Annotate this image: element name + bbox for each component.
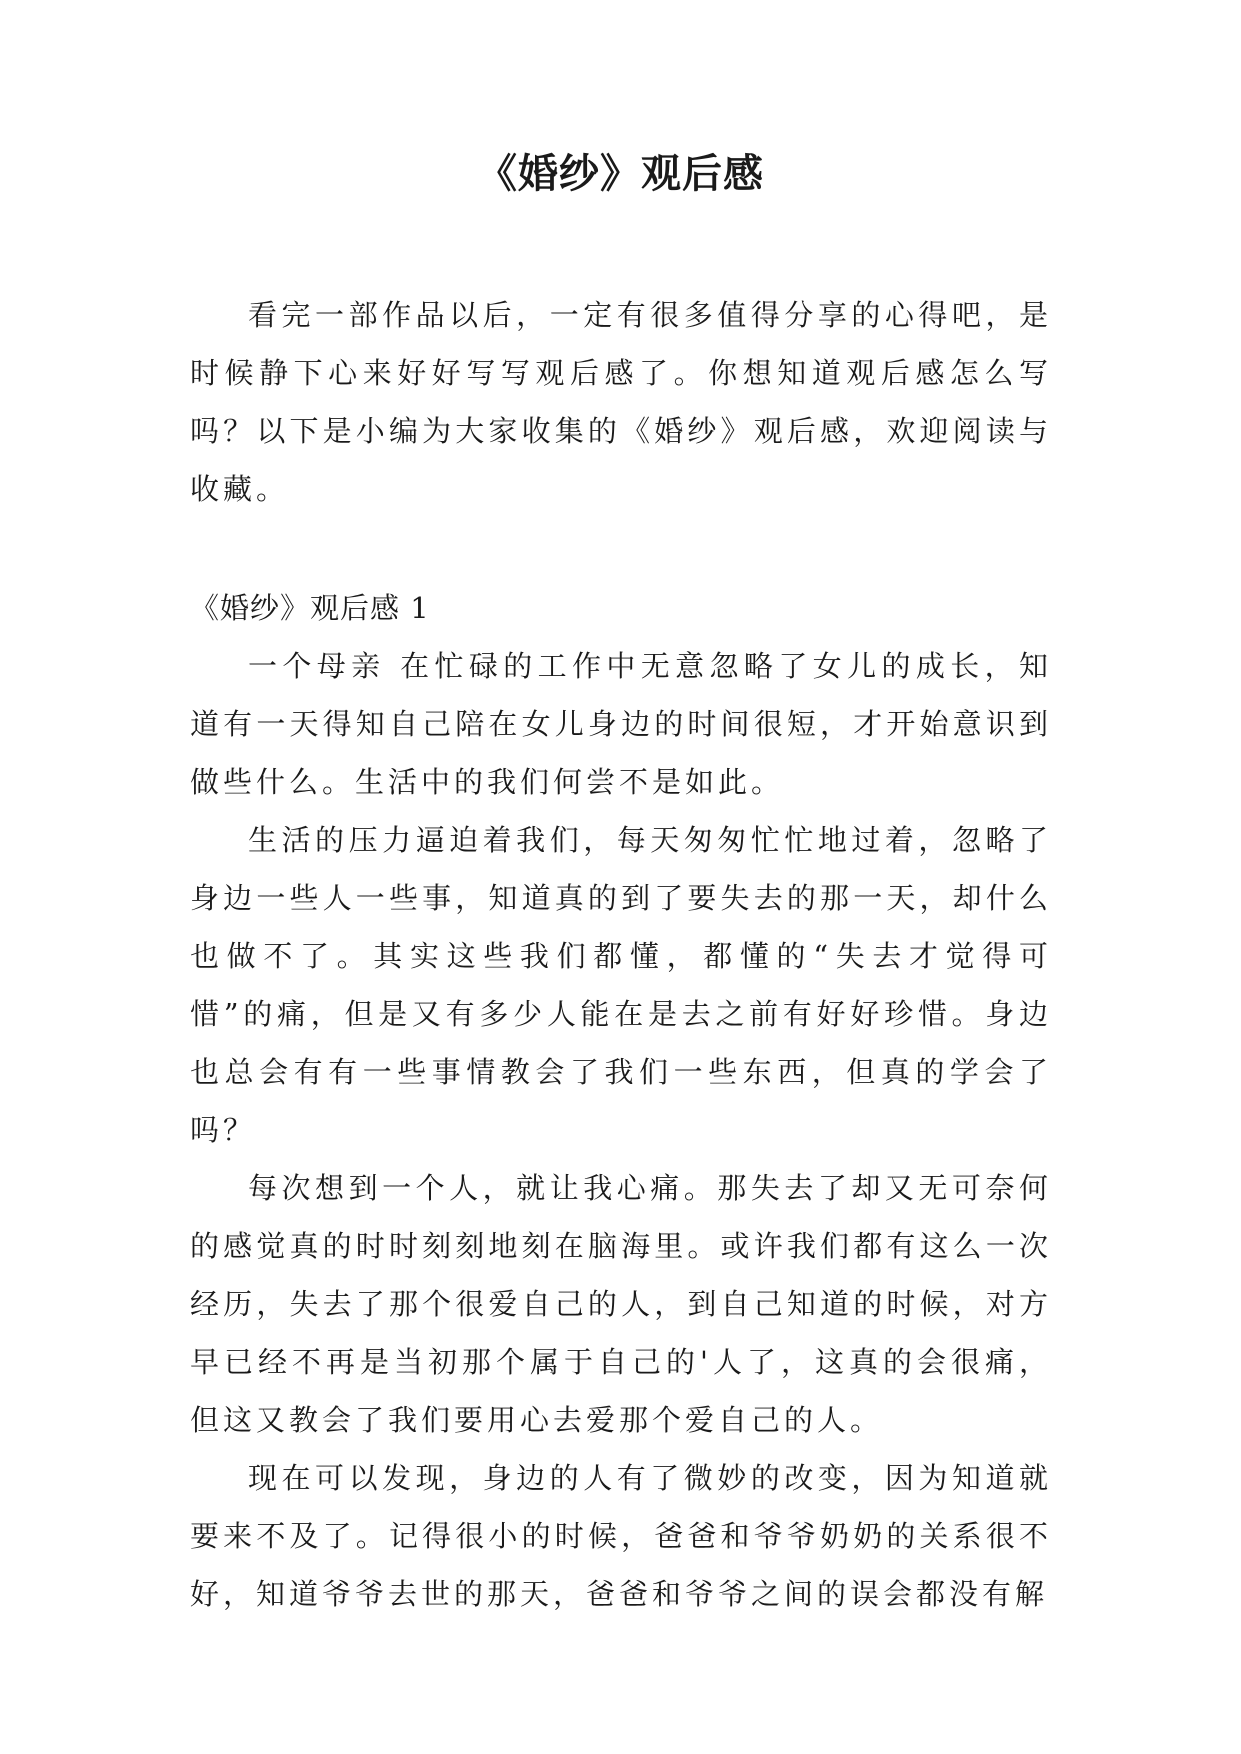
body-paragraph-4: 现在可以发现，身边的人有了微妙的改变，因为知道就要来不及了。记得很小的时候，爸爸和爷爷奶奶的关系很不好，知道爷爷去世的那天，爸爸和爷爷之间的误会都没有解 xyxy=(190,1461,1052,1611)
document-title: 《婚纱》观后感 xyxy=(477,151,764,197)
body-paragraph-2: 生活的压力逼迫着我们，每天匆匆忙忙地过着，忽略了身边一些人一些事，知道真的到了要失去的那一天，却什么也做不了。其实这些我们都懂，都懂的“失去才觉得可惜”的痛，但是又有多少人能在是去之前有好好珍惜。身边也总会有有一些事情教会了我们一些东西，但真的学会了吗？ xyxy=(190,823,1052,1147)
section-heading: 《婚纱》观后感 1 xyxy=(190,591,430,625)
intro-block xyxy=(190,286,1052,518)
intro-paragraph: 看完一部作品以后，一定有很多值得分享的心得吧，是时候静下心来好好写写观后感了。你想知道观后感怎么写吗？以下是小编为大家收集的《婚纱》观后感，欢迎阅读与收藏。 xyxy=(190,298,1052,506)
body-paragraph-3: 每次想到一个人，就让我心痛。那失去了却又无可奈何的感觉真的时时刻刻地刻在脑海里。或许我们都有这么一次经历，失去了那个很爱自己的人，到自己知道的时候，对方早已经不再是当初那个属于自己的'人了，这真的会很痛，但这又教会了我们要用心去爱那个爱自己的人。 xyxy=(190,1171,1052,1437)
body-paragraph-1: 一个母亲 在忙碌的工作中无意忽略了女儿的成长，知道有一天得知自己陪在女儿身边的时间很短，才开始意识到做些什么。生活中的我们何尝不是如此。 xyxy=(190,649,1052,799)
essay-section xyxy=(190,579,1052,1623)
